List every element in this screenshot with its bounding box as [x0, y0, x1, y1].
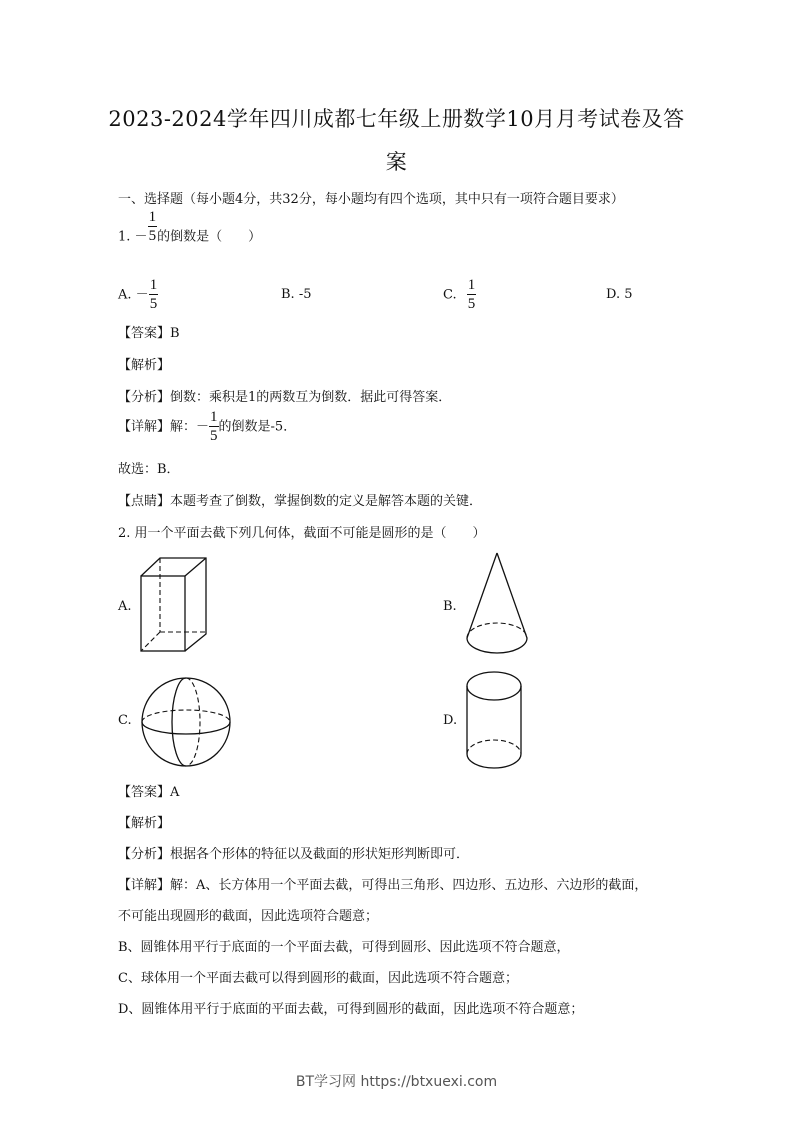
q1-answer: 【答案】B	[118, 326, 180, 341]
q2-option-a-label: A.	[118, 599, 132, 614]
section-heading: 一、选择题（每小题4分，共32分，每小题均有四个选项，其中只有一项符合题目要求）	[118, 192, 624, 207]
q2-analysis-heading: 【解析】	[118, 816, 171, 831]
minus-sign: －	[134, 229, 148, 245]
cone-figure	[465, 551, 531, 657]
q2-option-b-label: B.	[443, 599, 457, 614]
detail-suffix: 的倒数是-5．	[218, 419, 297, 435]
q1-option-b: B. -5	[281, 287, 312, 302]
cylinder-figure	[465, 670, 525, 772]
fraction: $\frac{1}{5}$	[149, 277, 158, 312]
q1-option-a	[118, 278, 158, 312]
option-label: A.	[118, 287, 132, 303]
doc-title-line1: 2023-2024学年四川成都七年级上册数学10月月考试卷及答	[108, 107, 685, 131]
q1-stem	[118, 209, 262, 254]
q2-option-c-label: C.	[118, 713, 132, 728]
q1-analysis-heading: 【解析】	[118, 358, 171, 373]
q2-detail-b: B、圆锥体用平行于底面的一个平面去截，可得到圆形、因此选项不符合题意，	[118, 940, 570, 955]
sphere-figure	[140, 676, 232, 768]
fraction: $\frac{1}{5}$	[210, 409, 218, 444]
q2-option-d-label: D.	[443, 713, 458, 728]
q1-choice: 故选：B．	[118, 462, 180, 477]
fraction: $\frac{1}{5}$	[467, 277, 476, 312]
q2-detail-d: D、圆锥体用平行于底面的平面去截，可得到圆形的截面，因此选项不符合题意；	[118, 1002, 584, 1017]
option-label: C.	[443, 287, 457, 303]
q1-option-d: D. 5	[606, 287, 633, 302]
q1-number: 1.	[118, 229, 131, 245]
q2-analysis: 【分析】根据各个形体的特征以及截面的形状矩形判断即可．	[118, 847, 470, 862]
doc-title-line2: 案	[385, 150, 408, 174]
fraction: $\frac{1}{5}$	[148, 209, 157, 244]
q2-detail-line2: 不可能出现圆形的截面，因此选项符合题意；	[118, 909, 379, 924]
q1-analysis: 【分析】倒数：乘积是1的两数互为倒数．据此可得答案．	[118, 390, 452, 405]
q1-comment: 【点睛】本题考查了倒数，掌握倒数的定义是解答本题的关键．	[118, 494, 483, 509]
q2-answer: 【答案】A	[118, 785, 180, 800]
q1-option-c	[443, 278, 476, 312]
q2-stem: 2. 用一个平面去截下列几何体，截面不可能是圆形的是（ ）	[118, 526, 486, 541]
q1-stem-text: 的倒数是（ ）	[157, 229, 262, 245]
q2-detail-c: C、球体用一个平面去截可以得到圆形的截面，因此选项不符合题意；	[118, 971, 518, 986]
minus-sign: －	[196, 419, 210, 435]
q1-detail	[118, 410, 296, 444]
q2-detail-line1: 【详解】解：A、长方体用一个平面去截，可得出三角形、四边形、五边形、六边形的截面，	[118, 878, 648, 893]
footer-watermark: BT学习网 https://btxuexi.com	[295, 1074, 498, 1090]
detail-prefix: 【详解】解：	[118, 419, 197, 435]
cuboid-figure	[140, 556, 210, 656]
minus-sign: －	[135, 287, 149, 303]
